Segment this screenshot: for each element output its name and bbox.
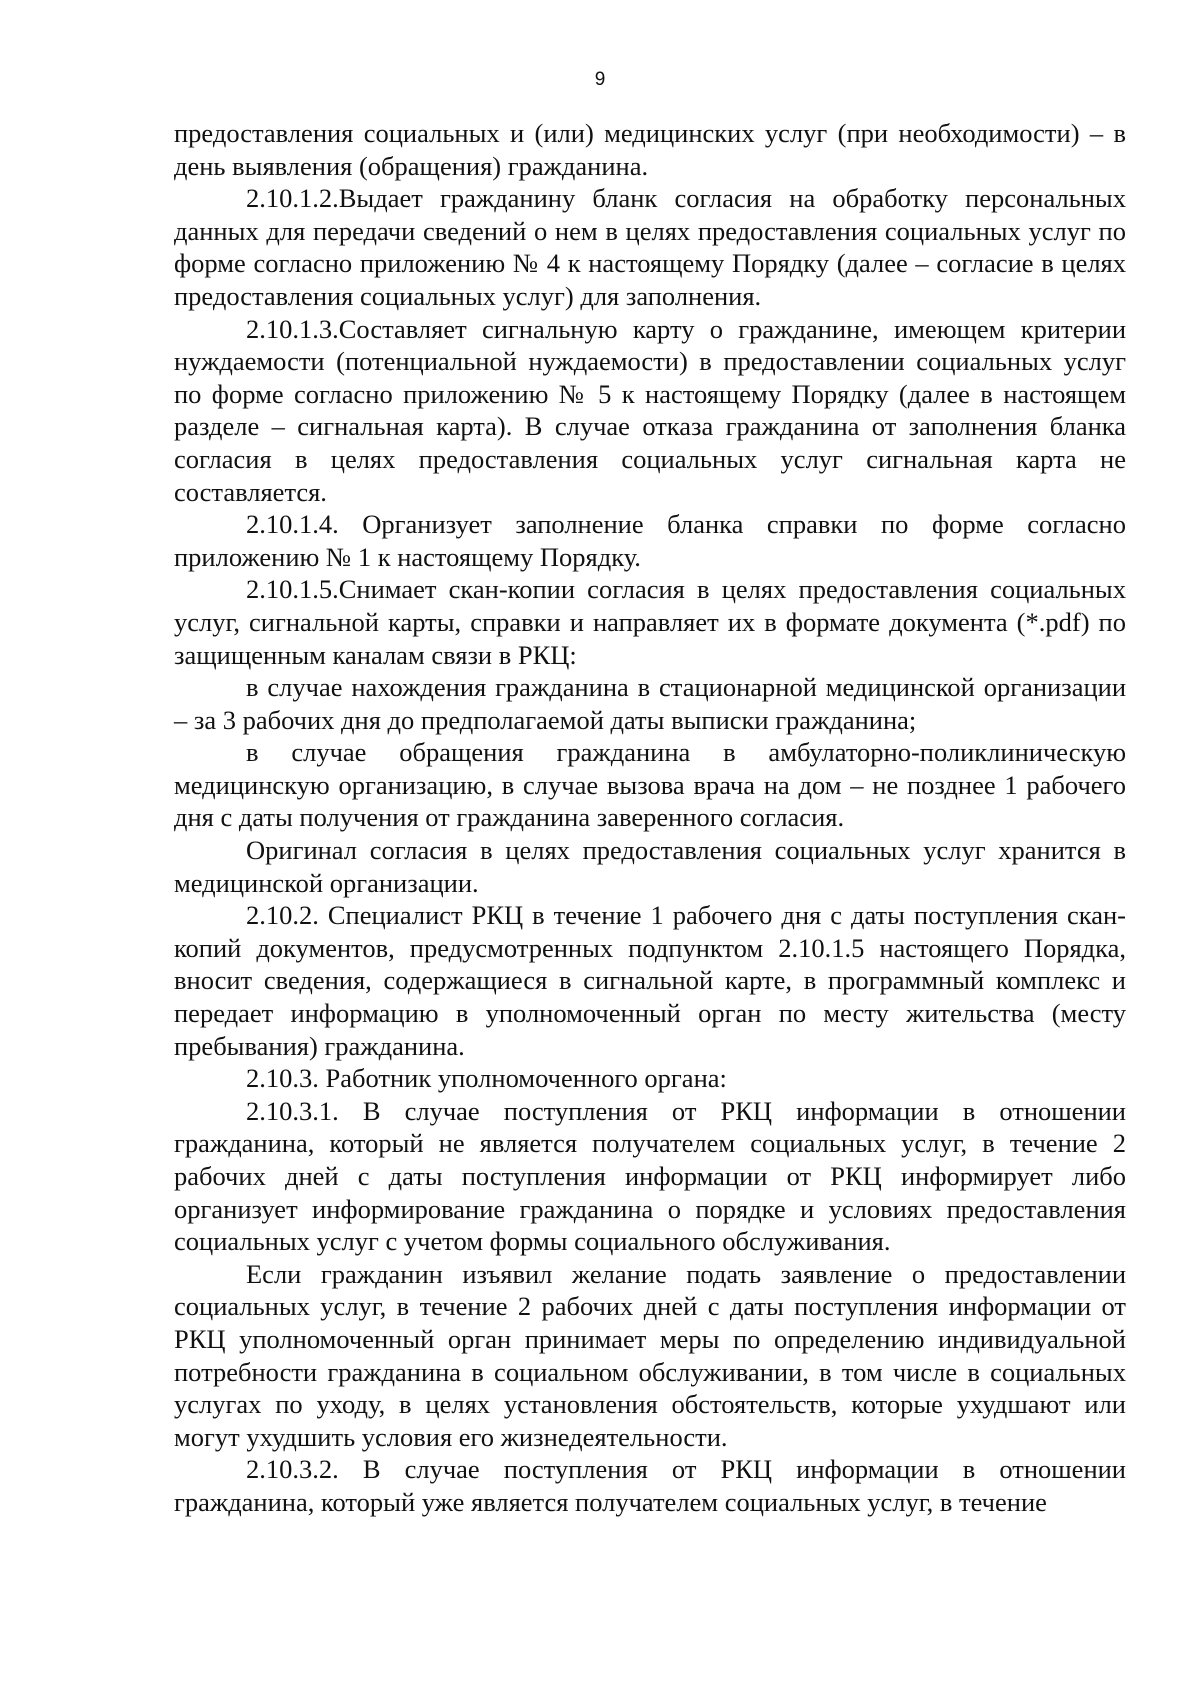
paragraph-application-wish: Если гражданин изъявил желание подать заявление о предоставлении социальных услуг, в течение 2 рабочих дней с даты поступления информации от РКЦ уполномоченный орган принимает меры по определению индивидуальной потребности гражданина в социальном обслуживании, в том числе в социальных услугах по уходу, в целях установления обстоятельств, которые ухудшают или могут ухудшить условия его жизнедеятельности.	[174, 1258, 1126, 1452]
page-number: 9	[594, 69, 606, 90]
paragraph-continuation: предоставления социальных и (или) медицинских услуг (при необходимости) – в день выявления (обращения) гражданина.	[174, 118, 1126, 181]
paragraph-outpatient-case: в случае обращения гражданина в амбулаторно-поликлиническую медицинскую организацию, в случае вызова врача на дом – не позднее 1 рабочего дня с даты получения от гражданина заверенного согласия.	[174, 737, 1126, 833]
paragraph-2-10-3: 2.10.3. Работник уполномоченного органа:	[246, 1063, 727, 1094]
document-body	[174, 117, 1126, 1519]
paragraph-2-10-1-3: 2.10.1.3.Составляет сигнальную карту о гражданине, имеющем критерии нуждаемости (потенциальной нуждаемости) в предоставлении социальных услуг по форме согласно приложению № 5 к настоящему Порядку (далее в настоящем разделе – сигнальная карта). В случае отказа гражданина от заполнения бланка согласия в целях предоставления социальных услуг сигнальная карта не составляется.	[174, 313, 1126, 507]
paragraph-2-10-1-4: 2.10.1.4. Организует заполнение бланка справки по форме согласно приложению № 1 к настоящему Порядку.	[174, 509, 1126, 572]
paragraph-inpatient-case: в случае нахождения гражданина в стационарной медицинской организации – за 3 рабочих дня до предполагаемой даты выписки гражданина;	[174, 672, 1126, 735]
paragraph-2-10-1-2: 2.10.1.2.Выдает гражданину бланк согласия на обработку персональных данных для передачи сведений о нем в целях предоставления социальных услуг по форме согласно приложению № 4 к настоящему Порядку (далее – согласие в целях предоставления социальных услуг) для заполнения.	[174, 183, 1126, 311]
paragraph-2-10-1-5: 2.10.1.5.Снимает скан-копии согласия в целях предоставления социальных услуг, сигнальной карты, справки и направляет их в формате документа (*.pdf) по защищенным каналам связи в РКЦ:	[174, 574, 1126, 670]
paragraph-2-10-3-2: 2.10.3.2. В случае поступления от РКЦ информации в отношении гражданина, который уже является получателем социальных услуг, в течение	[174, 1454, 1126, 1517]
paragraph-2-10-3-1: 2.10.3.1. В случае поступления от РКЦ информации в отношении гражданина, который не является получателем социальных услуг, в течение 2 рабочих дней с даты поступления информации от РКЦ информирует либо организует информирование гражданина о порядке и условиях предоставления социальных услуг с учетом формы социального обслуживания.	[174, 1095, 1126, 1257]
paragraph-original-consent: Оригинал согласия в целях предоставления социальных услуг хранится в медицинской организации.	[174, 835, 1126, 898]
paragraph-2-10-2: 2.10.2. Специалист РКЦ в течение 1 рабочего дня с даты поступления скан-копий документов, предусмотренных подпунктом 2.10.1.5 настоящего Порядка, вносит сведения, содержащиеся в сигнальной карте, в программный комплекс и передает информацию в уполномоченный орган по месту жительства (месту пребывания) гражданина.	[174, 900, 1126, 1061]
